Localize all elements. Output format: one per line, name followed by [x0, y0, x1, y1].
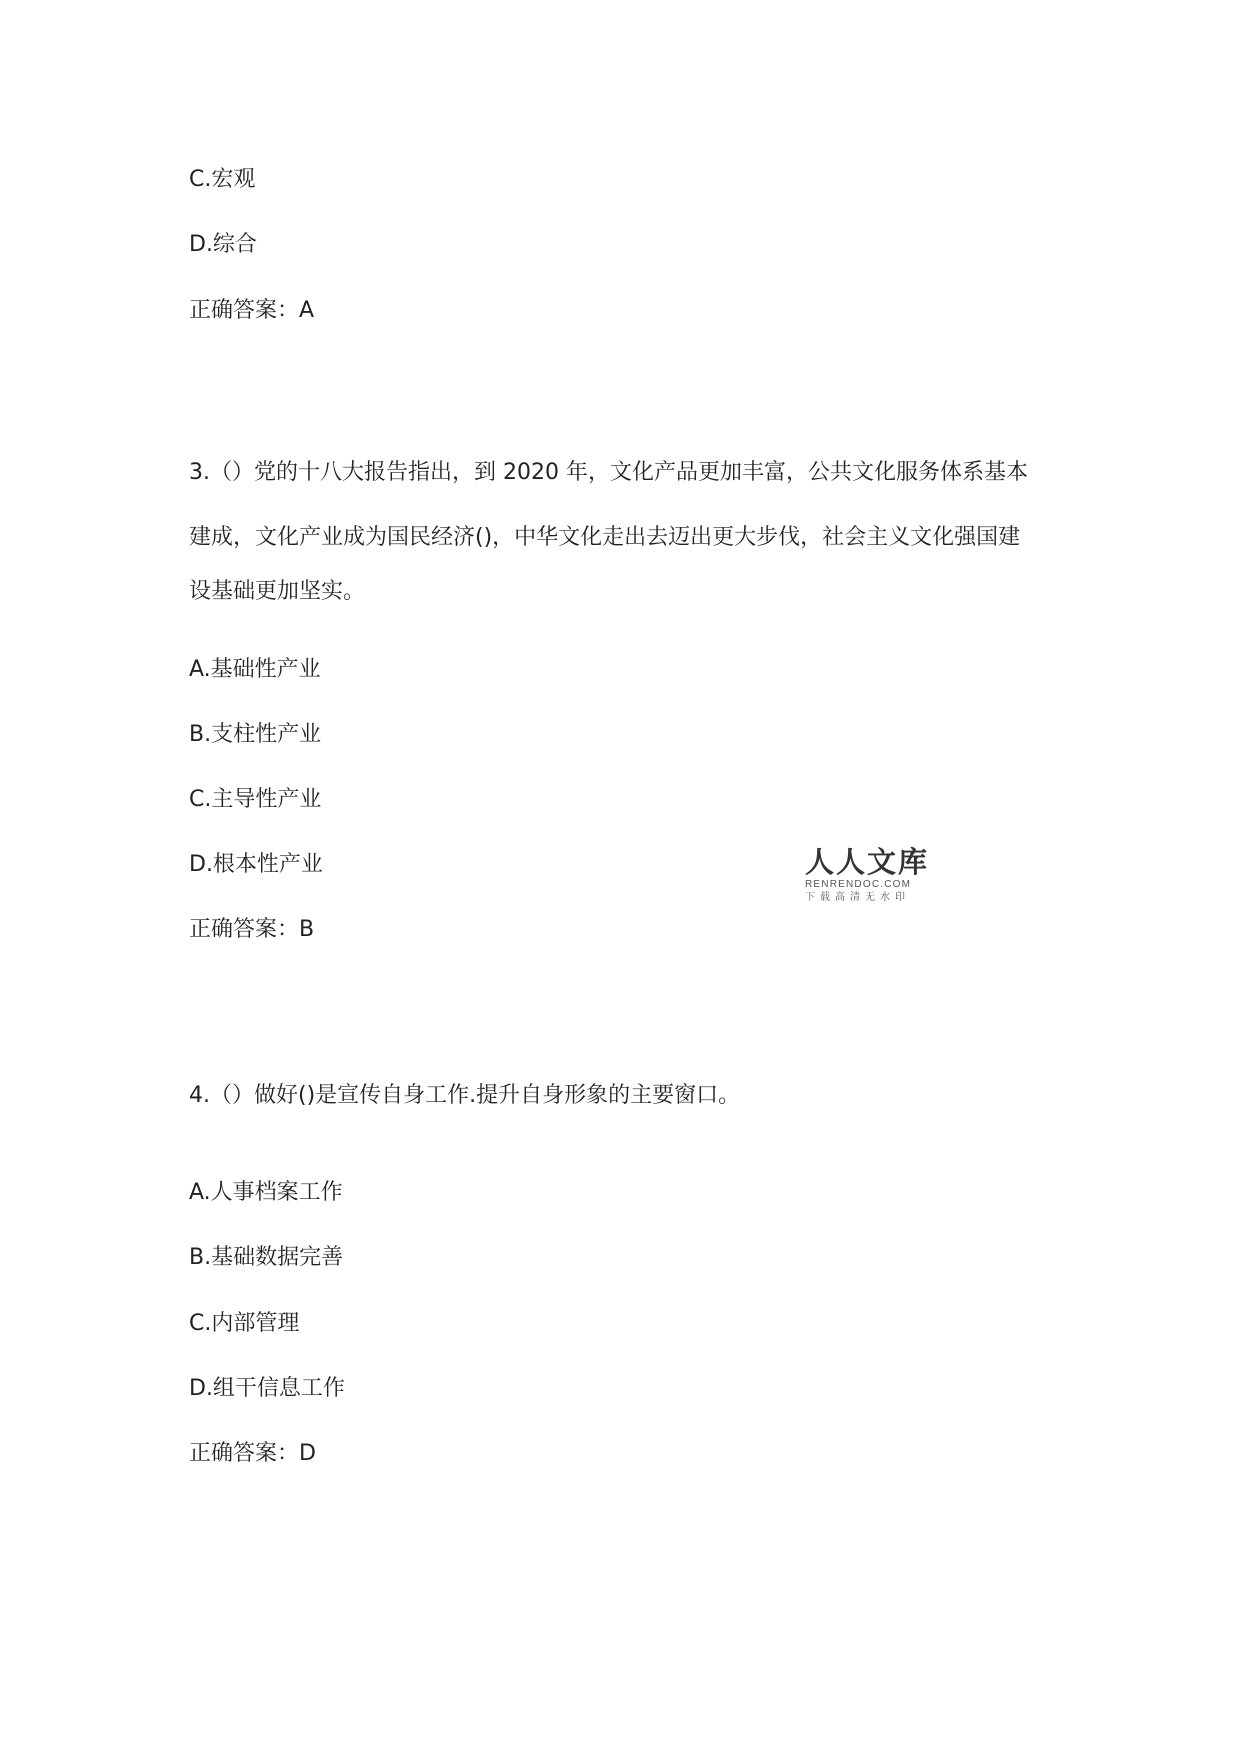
q3-option-c: C.主导性产业: [189, 787, 322, 812]
q4-option-a: A.人事档案工作: [189, 1180, 343, 1205]
q2-answer: 正确答案：A: [189, 298, 315, 323]
q4-stem: 4.（）做好()是宣传自身工作.提升自身形象的主要窗口。: [189, 1083, 741, 1108]
q3-answer: 正确答案：B: [189, 917, 315, 942]
q3-option-a: A.基础性产业: [189, 657, 321, 682]
q2-option-d: D.综合: [189, 232, 257, 257]
q4-option-d: D.组干信息工作: [189, 1376, 345, 1401]
watermark-title: 人人文库: [805, 845, 930, 879]
q4-option-b: B.基础数据完善: [189, 1245, 344, 1270]
watermark-logo: [805, 845, 935, 905]
watermark-subtitle: 下载高清无水印: [805, 892, 910, 903]
q3-option-b: B.支柱性产业: [189, 722, 322, 747]
q3-stem-line-1: 3.（）党的十八大报告指出，到 2020 年，文化产品更加丰富，公共文化服务体系基本: [189, 460, 1028, 485]
q3-stem-line-2: 建成，文化产业成为国民经济()，中华文化走出去迈出更大步伐，社会主义文化强国建: [189, 525, 1021, 550]
q4-answer: 正确答案：D: [189, 1441, 316, 1466]
q3-stem-line-3: 设基础更加坚实。: [189, 579, 366, 604]
watermark-url: RENRENDOC.COM: [805, 879, 912, 890]
q4-option-c: C.内部管理: [189, 1311, 300, 1336]
q3-option-d: D.根本性产业: [189, 852, 323, 877]
q2-option-c: C.宏观: [189, 167, 256, 192]
